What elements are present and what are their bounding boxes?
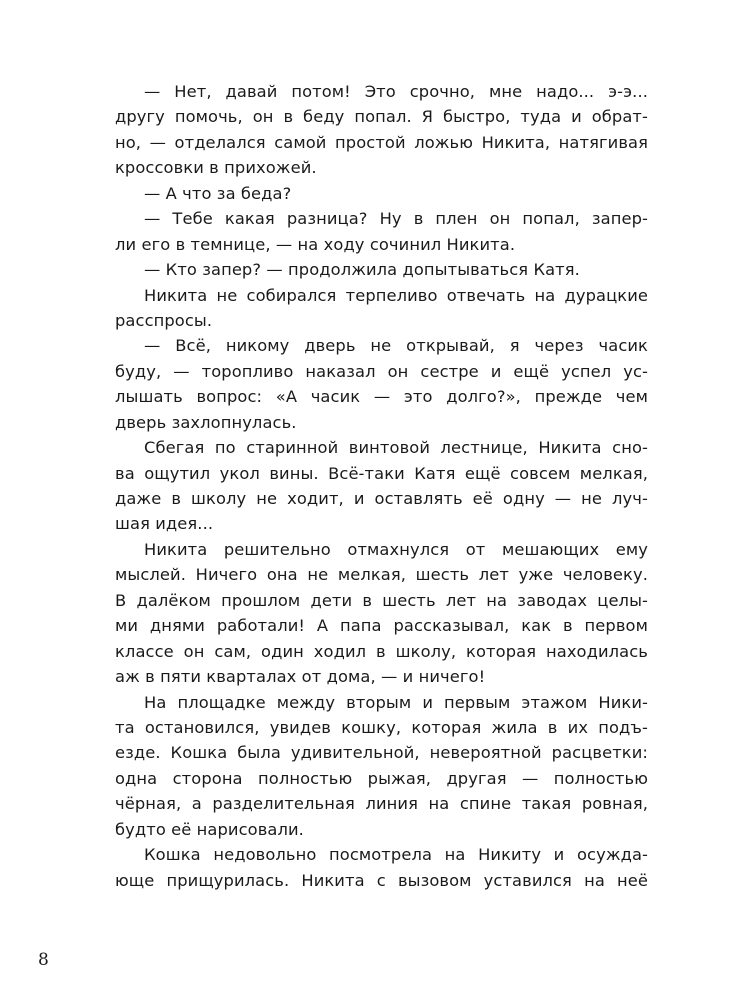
- text-line: даже в школу не ходит, и оставлять её одну — не луч-: [115, 489, 648, 508]
- text-line: лышать вопрос: «А часик — это долго?», прежде чем: [115, 387, 648, 407]
- text-line: В далёком прошлом дети в шесть лет на заводах целы-: [115, 590, 648, 610]
- text-line: — Всё, никому дверь не открывай, я через часик: [144, 336, 648, 356]
- text-line: расспросы.: [115, 310, 213, 330]
- text-line: — Кто запер? — продолжила допытываться Катя.: [144, 260, 580, 280]
- text-line: будто её нарисовали.: [115, 819, 304, 839]
- text-line: ва ощутил укол вины. Всё-таки Катя ещё совсем мелкая,: [115, 463, 648, 483]
- text-line: другу помочь, он в беду попал. Я быстро, туда и обрат-: [115, 107, 648, 127]
- text-line: но, — отделался самой простой ложью Никита, натягивая: [115, 132, 648, 152]
- text-line: Никита решительно отмахнулся от мешающих ему: [144, 539, 648, 559]
- text-line: одна сторона полностью рыжая, другая — полностью: [115, 768, 648, 788]
- text-line: На площадке между вторым и первым этажом Ники-: [144, 692, 648, 712]
- text-line: мыслей. Ничего она не мелкая, шесть лет уже человеку.: [115, 565, 648, 585]
- text-line: ли его в темнице, — на ходу сочинил Никита.: [115, 234, 516, 254]
- text-line: аж в пяти кварталах от дома, — и ничего!: [115, 667, 486, 687]
- text-line: буду, — торопливо наказал он сестре и ещё успел ус-: [115, 361, 648, 381]
- text-line: езде. Кошка была удивительной, невероятной расцветки:: [115, 743, 648, 763]
- text-line: чёрная, а разделительная линия на спине такая ровная,: [115, 794, 648, 814]
- body-text: [115, 79, 648, 893]
- text-line: классе он сам, один ходил в школу, которая находилась: [115, 641, 648, 661]
- text-line: Сбегая по старинной винтовой лестнице, Никита сно-: [144, 438, 648, 458]
- text-line: Никита не собирался терпеливо отвечать на дурацкие: [144, 285, 648, 305]
- text-line: — Нет, давай потом! Это срочно, мне надо... э-э...: [144, 82, 648, 101]
- text-line: — Тебе какая разница? Ну в плен он попал, запер-: [144, 209, 648, 229]
- text-line: юще прищурилась. Никита с вызовом уставился на неё: [115, 870, 648, 890]
- page-number: 8: [38, 950, 49, 970]
- text-line: ми днями работали! А папа рассказывал, как в первом: [115, 616, 648, 636]
- text-line: кроссовки в прихожей.: [115, 158, 317, 178]
- text-line: шая идея...: [115, 514, 214, 534]
- text-line: дверь захлопнулась.: [115, 412, 297, 432]
- text-line: — А что за беда?: [144, 183, 292, 203]
- text-line: та остановился, увидев кошку, которая жила в их подъ-: [115, 717, 648, 737]
- text-line: Кошка недовольно посмотрела на Никиту и осужда-: [144, 845, 648, 865]
